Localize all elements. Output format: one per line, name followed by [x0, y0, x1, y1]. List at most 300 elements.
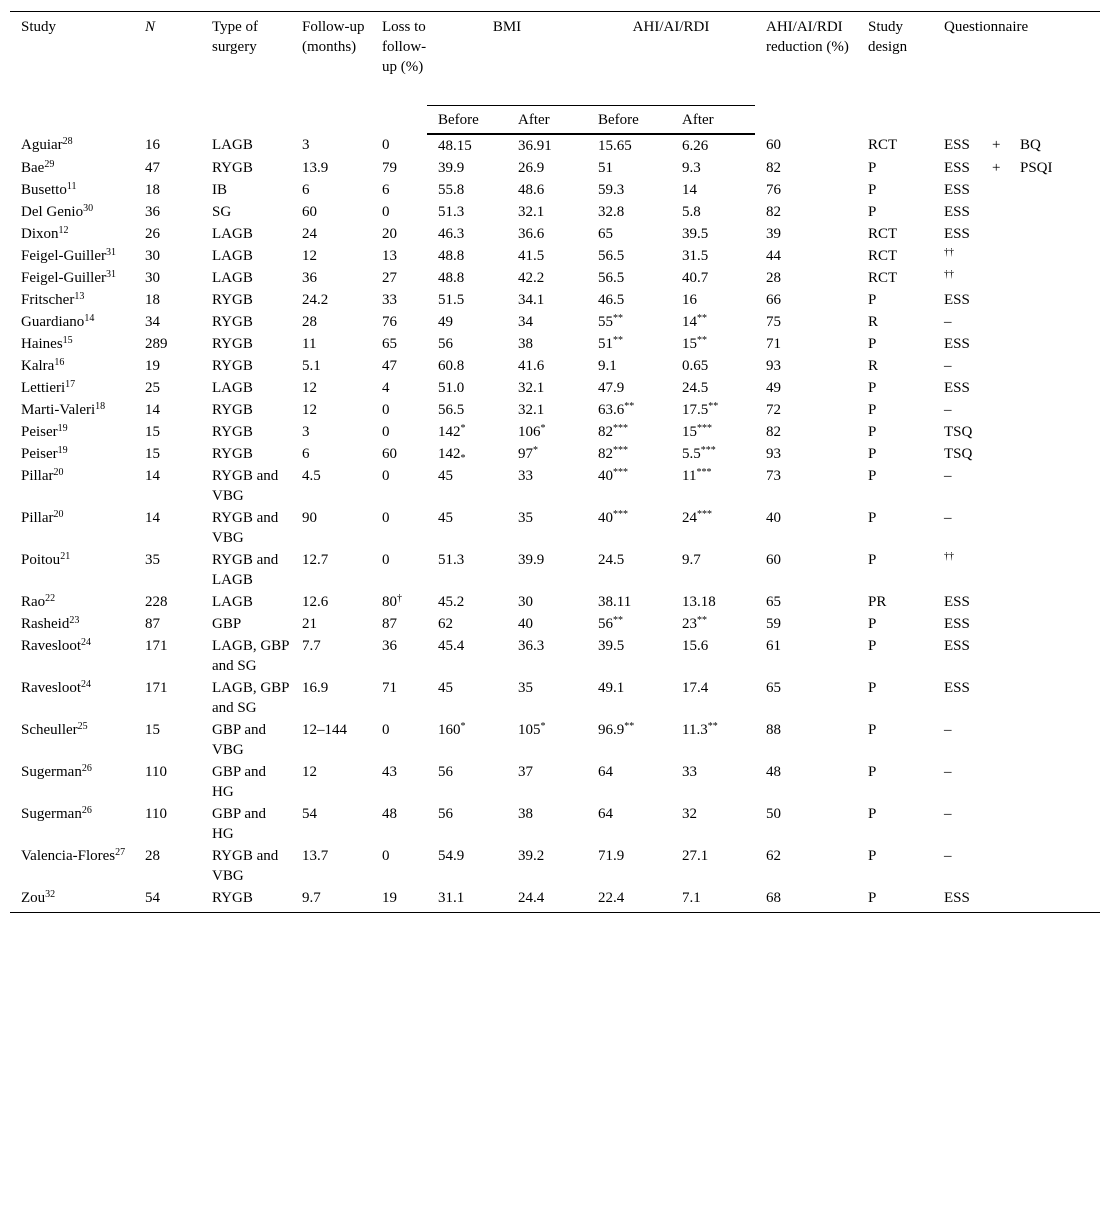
- cell-bmi-after-value: 30: [518, 594, 533, 610]
- study-name: Valencia-Flores: [21, 848, 116, 864]
- cell-reduction-value: 82: [766, 204, 781, 220]
- cell-surgery: [201, 613, 291, 635]
- cell-study: [10, 157, 134, 179]
- study-reference: 24: [81, 679, 91, 690]
- cell-bmi-after: [507, 549, 587, 591]
- cell-reduction: [755, 507, 857, 549]
- cell-follow-up-value: 4.5: [302, 468, 321, 484]
- cell-loss: [371, 134, 427, 157]
- cell-questionnaire: [933, 761, 1100, 803]
- cell-surgery: [201, 289, 291, 311]
- cell-bmi-after: [507, 134, 587, 157]
- cell-questionnaire: [933, 591, 1100, 613]
- study-name: Pillar: [21, 468, 54, 484]
- cell-surgery-value: GBP and HG: [212, 764, 267, 800]
- questionnaire-secondary: BQ: [1020, 137, 1041, 153]
- cell-follow-up: [291, 613, 371, 635]
- cell-loss-value: 76: [382, 314, 397, 330]
- cell-n-value: 26: [145, 226, 160, 242]
- cell-ahi-before: [587, 223, 671, 245]
- cell-design: [857, 591, 933, 613]
- cell-surgery: [201, 333, 291, 355]
- cell-study: [10, 179, 134, 201]
- header-ahi: AHI/AI/RDI: [587, 12, 755, 106]
- cell-follow-up: [291, 179, 371, 201]
- cell-follow-up: [291, 635, 371, 677]
- cell-design-value: R: [868, 314, 879, 330]
- header-type-of-surgery: Type of surgery: [201, 12, 291, 135]
- cell-follow-up: [291, 761, 371, 803]
- cell-design: [857, 887, 933, 913]
- cell-loss: [371, 201, 427, 223]
- cell-ahi-after-footnote-mark: **: [707, 721, 718, 732]
- cell-study: [10, 677, 134, 719]
- cell-ahi-before-value: 96.9: [598, 722, 625, 738]
- questionnaire-plus: +: [992, 137, 1001, 153]
- cell-reduction-value: 50: [766, 806, 781, 822]
- cell-surgery-value: LAGB: [212, 594, 253, 610]
- cell-bmi-before: [427, 761, 507, 803]
- cell-reduction: [755, 245, 857, 267]
- cell-n-value: 34: [145, 314, 160, 330]
- cell-ahi-before: [587, 507, 671, 549]
- cell-bmi-before-footnote-mark: *: [460, 453, 466, 464]
- study-reference: 25: [77, 721, 88, 732]
- cell-n-value: 14: [145, 510, 160, 526]
- study-name: Sugerman: [21, 806, 82, 822]
- cell-questionnaire: [933, 333, 1100, 355]
- study-name: Dixon: [21, 226, 59, 242]
- cell-bmi-before-value: 56: [438, 806, 453, 822]
- questionnaire-primary: ESS: [944, 226, 970, 242]
- cell-surgery-value: LAGB: [212, 270, 253, 286]
- cell-ahi-before: [587, 355, 671, 377]
- cell-loss: [371, 465, 427, 507]
- cell-bmi-after-value: 36.91: [518, 138, 552, 154]
- cell-loss: [371, 803, 427, 845]
- cell-ahi-after: [671, 719, 755, 761]
- questionnaire-primary: –: [944, 510, 952, 526]
- cell-questionnaire: [933, 355, 1100, 377]
- cell-ahi-before: [587, 289, 671, 311]
- cell-ahi-after: [671, 591, 755, 613]
- cell-reduction: [755, 421, 857, 443]
- cell-questionnaire: [933, 267, 1100, 289]
- cell-study: [10, 245, 134, 267]
- header-loss-to-follow-up: Loss to follow-up (%): [371, 12, 427, 135]
- table-row: [10, 761, 1100, 803]
- cell-loss-value: 20: [382, 226, 397, 242]
- cell-n-value: 25: [145, 380, 160, 396]
- cell-ahi-after-value: 15: [682, 336, 697, 352]
- cell-ahi-before-value: 38.11: [598, 594, 632, 610]
- cell-bmi-after-value: 32.1: [518, 402, 545, 418]
- cell-surgery: [201, 421, 291, 443]
- cell-ahi-before: [587, 887, 671, 913]
- cell-loss-value: 71: [382, 680, 397, 696]
- cell-bmi-before-value: 48.8: [438, 270, 465, 286]
- cell-bmi-before-value: 45: [438, 510, 453, 526]
- cell-surgery-value: LAGB: [212, 380, 253, 396]
- cell-n: [134, 803, 201, 845]
- cell-questionnaire: [933, 507, 1100, 549]
- cell-reduction: [755, 289, 857, 311]
- cell-ahi-after-footnote-mark: ***: [696, 467, 712, 478]
- cell-design-value: P: [868, 806, 877, 822]
- cell-questionnaire: [933, 465, 1100, 507]
- cell-surgery-value: RYGB: [212, 890, 253, 906]
- cell-loss-value: 60: [382, 446, 397, 462]
- cell-ahi-after-value: 15: [682, 424, 697, 440]
- table-row: [10, 377, 1100, 399]
- study-reference: 27: [115, 847, 126, 858]
- cell-ahi-after-footnote-mark: ***: [697, 509, 712, 520]
- cell-bmi-before: [427, 507, 507, 549]
- cell-bmi-after: [507, 355, 587, 377]
- table-row: [10, 465, 1100, 507]
- cell-bmi-after: [507, 591, 587, 613]
- cell-reduction: [755, 201, 857, 223]
- cell-loss: [371, 399, 427, 421]
- cell-ahi-after-value: 24: [682, 510, 697, 526]
- cell-ahi-after-value: 9.3: [682, 160, 701, 176]
- cell-questionnaire: [933, 245, 1100, 267]
- study-name: Aguiar: [21, 137, 63, 153]
- cell-design-value: P: [868, 848, 877, 864]
- cell-surgery-value: LAGB, GBP and SG: [212, 680, 289, 716]
- cell-ahi-after: [671, 443, 755, 465]
- questionnaire-primary: –: [944, 402, 952, 418]
- cell-n: [134, 421, 201, 443]
- cell-follow-up: [291, 289, 371, 311]
- questionnaire-primary: –: [944, 468, 952, 484]
- cell-loss: [371, 845, 427, 887]
- cell-n: [134, 465, 201, 507]
- cell-bmi-after-value: 38: [518, 336, 533, 352]
- study-reference: 29: [44, 159, 55, 170]
- cell-loss: [371, 421, 427, 443]
- study-reference: 26: [81, 763, 92, 774]
- cell-n: [134, 311, 201, 333]
- cell-n: [134, 179, 201, 201]
- cell-bmi-after: [507, 719, 587, 761]
- cell-loss: [371, 289, 427, 311]
- study-name: Bae: [21, 160, 45, 176]
- cell-bmi-after-value: 42.2: [518, 270, 545, 286]
- cell-ahi-after-value: 9.7: [682, 552, 701, 568]
- cell-design-value: PR: [868, 594, 887, 610]
- cell-ahi-before-value: 46.5: [598, 292, 625, 308]
- cell-study: [10, 845, 134, 887]
- study-name: Peiser: [21, 446, 58, 462]
- questionnaire-footnote-mark: ††: [944, 551, 954, 562]
- cell-loss: [371, 311, 427, 333]
- cell-design-value: P: [868, 552, 877, 568]
- cell-bmi-after: [507, 507, 587, 549]
- cell-surgery: [201, 677, 291, 719]
- cell-surgery-value: RYGB: [212, 424, 253, 440]
- cell-loss-value: 65: [382, 336, 397, 352]
- cell-bmi-before-value: 51.5: [438, 292, 465, 308]
- cell-ahi-after: [671, 613, 755, 635]
- cell-bmi-after-value: 106: [518, 424, 541, 440]
- cell-study: [10, 399, 134, 421]
- cell-follow-up: [291, 333, 371, 355]
- cell-design-value: P: [868, 616, 877, 632]
- cell-ahi-before-value: 65: [598, 226, 613, 242]
- header-n: N: [134, 12, 201, 135]
- cell-design-value: P: [868, 380, 877, 396]
- cell-ahi-after-value: 5.5: [682, 446, 701, 462]
- cell-follow-up-value: 12: [302, 402, 317, 418]
- cell-loss: [371, 507, 427, 549]
- study-name: Feigel-Guiller: [21, 248, 106, 264]
- cell-loss-value: 0: [382, 848, 390, 864]
- cell-n: [134, 267, 201, 289]
- cell-ahi-before: [587, 845, 671, 887]
- questionnaire-primary: –: [944, 848, 952, 864]
- cell-follow-up: [291, 803, 371, 845]
- cell-loss-value: 33: [382, 292, 397, 308]
- cell-bmi-after: [507, 399, 587, 421]
- cell-questionnaire: [933, 613, 1100, 635]
- questionnaire-primary: ESS: [944, 616, 970, 632]
- cell-surgery-value: RYGB and LAGB: [212, 552, 279, 588]
- cell-reduction-value: 48: [766, 764, 781, 780]
- cell-study: [10, 289, 134, 311]
- cell-surgery: [201, 549, 291, 591]
- cell-design-value: P: [868, 204, 877, 220]
- cell-bmi-after: [507, 377, 587, 399]
- cell-bmi-after-value: 48.6: [518, 182, 545, 198]
- cell-n-value: 14: [145, 468, 160, 484]
- cell-study: [10, 887, 134, 913]
- cell-surgery-value: RYGB: [212, 160, 253, 176]
- study-name: Ravesloot: [21, 638, 81, 654]
- cell-bmi-before: [427, 845, 507, 887]
- cell-follow-up-value: 12–144: [302, 722, 347, 738]
- study-name: Guardiano: [21, 314, 85, 330]
- cell-surgery: [201, 591, 291, 613]
- cell-questionnaire: [933, 443, 1100, 465]
- cell-ahi-after: [671, 245, 755, 267]
- cell-n: [134, 887, 201, 913]
- cell-bmi-after-footnote-mark: *: [533, 445, 538, 456]
- cell-bmi-after: [507, 201, 587, 223]
- cell-ahi-after-value: 14: [682, 182, 697, 198]
- cell-follow-up: [291, 267, 371, 289]
- cell-questionnaire: [933, 803, 1100, 845]
- cell-ahi-before-value: 82: [598, 424, 613, 440]
- cell-reduction: [755, 591, 857, 613]
- cell-reduction-value: 82: [766, 160, 781, 176]
- cell-bmi-after-value: 105: [518, 722, 541, 738]
- table-row: [10, 591, 1100, 613]
- study-reference: 17: [65, 379, 76, 390]
- cell-loss: [371, 677, 427, 719]
- cell-n-value: 14: [145, 402, 160, 418]
- cell-ahi-before-footnote-mark: ***: [613, 467, 628, 478]
- cell-n-value: 16: [145, 137, 160, 153]
- table-row: [10, 267, 1100, 289]
- cell-n: [134, 355, 201, 377]
- cell-n-value: 15: [145, 424, 160, 440]
- cell-follow-up-value: 21: [302, 616, 317, 632]
- study-reference: 31: [105, 247, 116, 258]
- cell-follow-up-value: 6: [302, 446, 310, 462]
- cell-ahi-before-value: 56.5: [598, 248, 625, 264]
- cell-bmi-after-value: 39.9: [518, 552, 545, 568]
- questionnaire-primary: ESS: [944, 336, 970, 352]
- cell-ahi-before-value: 49.1: [598, 680, 625, 696]
- cell-loss: [371, 613, 427, 635]
- cell-design: [857, 223, 933, 245]
- study-name: Del Genio: [21, 204, 84, 220]
- questionnaire-primary: ESS: [944, 890, 970, 906]
- cell-follow-up-value: 3: [302, 137, 310, 153]
- cell-study: [10, 613, 134, 635]
- cell-surgery-value: LAGB: [212, 248, 253, 264]
- cell-questionnaire: [933, 399, 1100, 421]
- cell-loss: [371, 887, 427, 913]
- table-row: [10, 311, 1100, 333]
- cell-ahi-before: [587, 179, 671, 201]
- study-name: Ravesloot: [21, 680, 81, 696]
- cell-reduction: [755, 761, 857, 803]
- cell-design-value: RCT: [868, 270, 898, 286]
- cell-design: [857, 803, 933, 845]
- study-reference: 31: [105, 269, 116, 280]
- cell-reduction: [755, 465, 857, 507]
- cell-ahi-after: [671, 507, 755, 549]
- cell-surgery-value: GBP and VBG: [212, 722, 267, 758]
- cell-bmi-before: [427, 289, 507, 311]
- cell-questionnaire: [933, 887, 1100, 913]
- cell-bmi-before: [427, 179, 507, 201]
- cell-reduction: [755, 355, 857, 377]
- cell-ahi-before-value: 9.1: [598, 358, 617, 374]
- cell-ahi-after-footnote-mark: **: [697, 615, 707, 626]
- cell-bmi-after-value: 32.1: [518, 380, 545, 396]
- table-row: [10, 134, 1100, 157]
- cell-bmi-before-footnote-mark: *: [460, 423, 466, 434]
- cell-ahi-before-value: 39.5: [598, 638, 625, 654]
- cell-bmi-before-value: 54.9: [438, 848, 465, 864]
- cell-bmi-after-value: 26.9: [518, 160, 545, 176]
- cell-study: [10, 591, 134, 613]
- cell-study: [10, 719, 134, 761]
- study-name: Kalra: [21, 358, 55, 374]
- cell-design: [857, 201, 933, 223]
- cell-design-value: P: [868, 680, 877, 696]
- cell-surgery-value: RYGB: [212, 336, 253, 352]
- cell-reduction-value: 40: [766, 510, 781, 526]
- cell-n: [134, 223, 201, 245]
- study-name: Rasheid: [21, 616, 70, 632]
- cell-ahi-before: [587, 443, 671, 465]
- cell-ahi-after-value: 40.7: [682, 270, 709, 286]
- cell-ahi-after: [671, 803, 755, 845]
- cell-design-value: P: [868, 890, 877, 906]
- cell-loss-value: 87: [382, 616, 397, 632]
- cell-ahi-after: [671, 201, 755, 223]
- cell-design-value: P: [868, 292, 877, 308]
- cell-bmi-after-value: 33: [518, 468, 533, 484]
- table-row: [10, 803, 1100, 845]
- cell-loss-value: 13: [382, 248, 397, 264]
- cell-n: [134, 591, 201, 613]
- cell-ahi-after-value: 11: [682, 468, 697, 484]
- cell-ahi-before: [587, 377, 671, 399]
- cell-surgery-value: RYGB: [212, 314, 253, 330]
- cell-ahi-before-value: 63.6: [598, 402, 625, 418]
- questionnaire-primary: ESS: [944, 160, 970, 176]
- cell-follow-up-value: 24: [302, 226, 317, 242]
- cell-design-value: P: [868, 638, 877, 654]
- cell-questionnaire: [933, 311, 1100, 333]
- header-study-design: Study design: [857, 12, 933, 135]
- table-row: [10, 421, 1100, 443]
- cell-ahi-after-value: 27.1: [682, 848, 709, 864]
- cell-ahi-before: [587, 201, 671, 223]
- cell-questionnaire: [933, 719, 1100, 761]
- cell-n: [134, 845, 201, 887]
- cell-loss-value: 19: [382, 890, 397, 906]
- cell-bmi-after: [507, 803, 587, 845]
- cell-bmi-before: [427, 157, 507, 179]
- cell-bmi-before-value: 51.3: [438, 204, 465, 220]
- cell-ahi-before-footnote-mark: **: [624, 401, 635, 412]
- cell-bmi-after-value: 35: [518, 680, 533, 696]
- cell-surgery: [201, 803, 291, 845]
- cell-reduction: [755, 549, 857, 591]
- cell-questionnaire: [933, 157, 1100, 179]
- cell-follow-up-value: 12: [302, 248, 317, 264]
- cell-ahi-before: [587, 134, 671, 157]
- cell-loss-value: 0: [382, 204, 390, 220]
- cell-follow-up-value: 13.7: [302, 848, 329, 864]
- cell-ahi-after: [671, 355, 755, 377]
- cell-bmi-after: [507, 179, 587, 201]
- cell-ahi-before-value: 71.9: [598, 848, 625, 864]
- cell-ahi-after: [671, 677, 755, 719]
- cell-ahi-after-value: 31.5: [682, 248, 709, 264]
- cell-ahi-after: [671, 377, 755, 399]
- cell-bmi-after: [507, 289, 587, 311]
- cell-loss: [371, 223, 427, 245]
- cell-study: [10, 803, 134, 845]
- questionnaire-plus: +: [992, 160, 1001, 176]
- cell-questionnaire: [933, 179, 1100, 201]
- cell-design: [857, 845, 933, 887]
- cell-design-value: P: [868, 424, 877, 440]
- cell-bmi-after: [507, 311, 587, 333]
- cell-n: [134, 201, 201, 223]
- cell-reduction-value: 82: [766, 424, 781, 440]
- cell-questionnaire: [933, 201, 1100, 223]
- header-row-main: [10, 12, 1100, 106]
- cell-design: [857, 355, 933, 377]
- cell-ahi-before-value: 51: [598, 160, 613, 176]
- cell-bmi-before: [427, 399, 507, 421]
- cell-design: [857, 443, 933, 465]
- cell-surgery: [201, 465, 291, 507]
- cell-reduction: [755, 157, 857, 179]
- cell-ahi-before: [587, 591, 671, 613]
- cell-bmi-before: [427, 134, 507, 157]
- cell-ahi-after: [671, 845, 755, 887]
- cell-ahi-after-value: 39.5: [682, 226, 709, 242]
